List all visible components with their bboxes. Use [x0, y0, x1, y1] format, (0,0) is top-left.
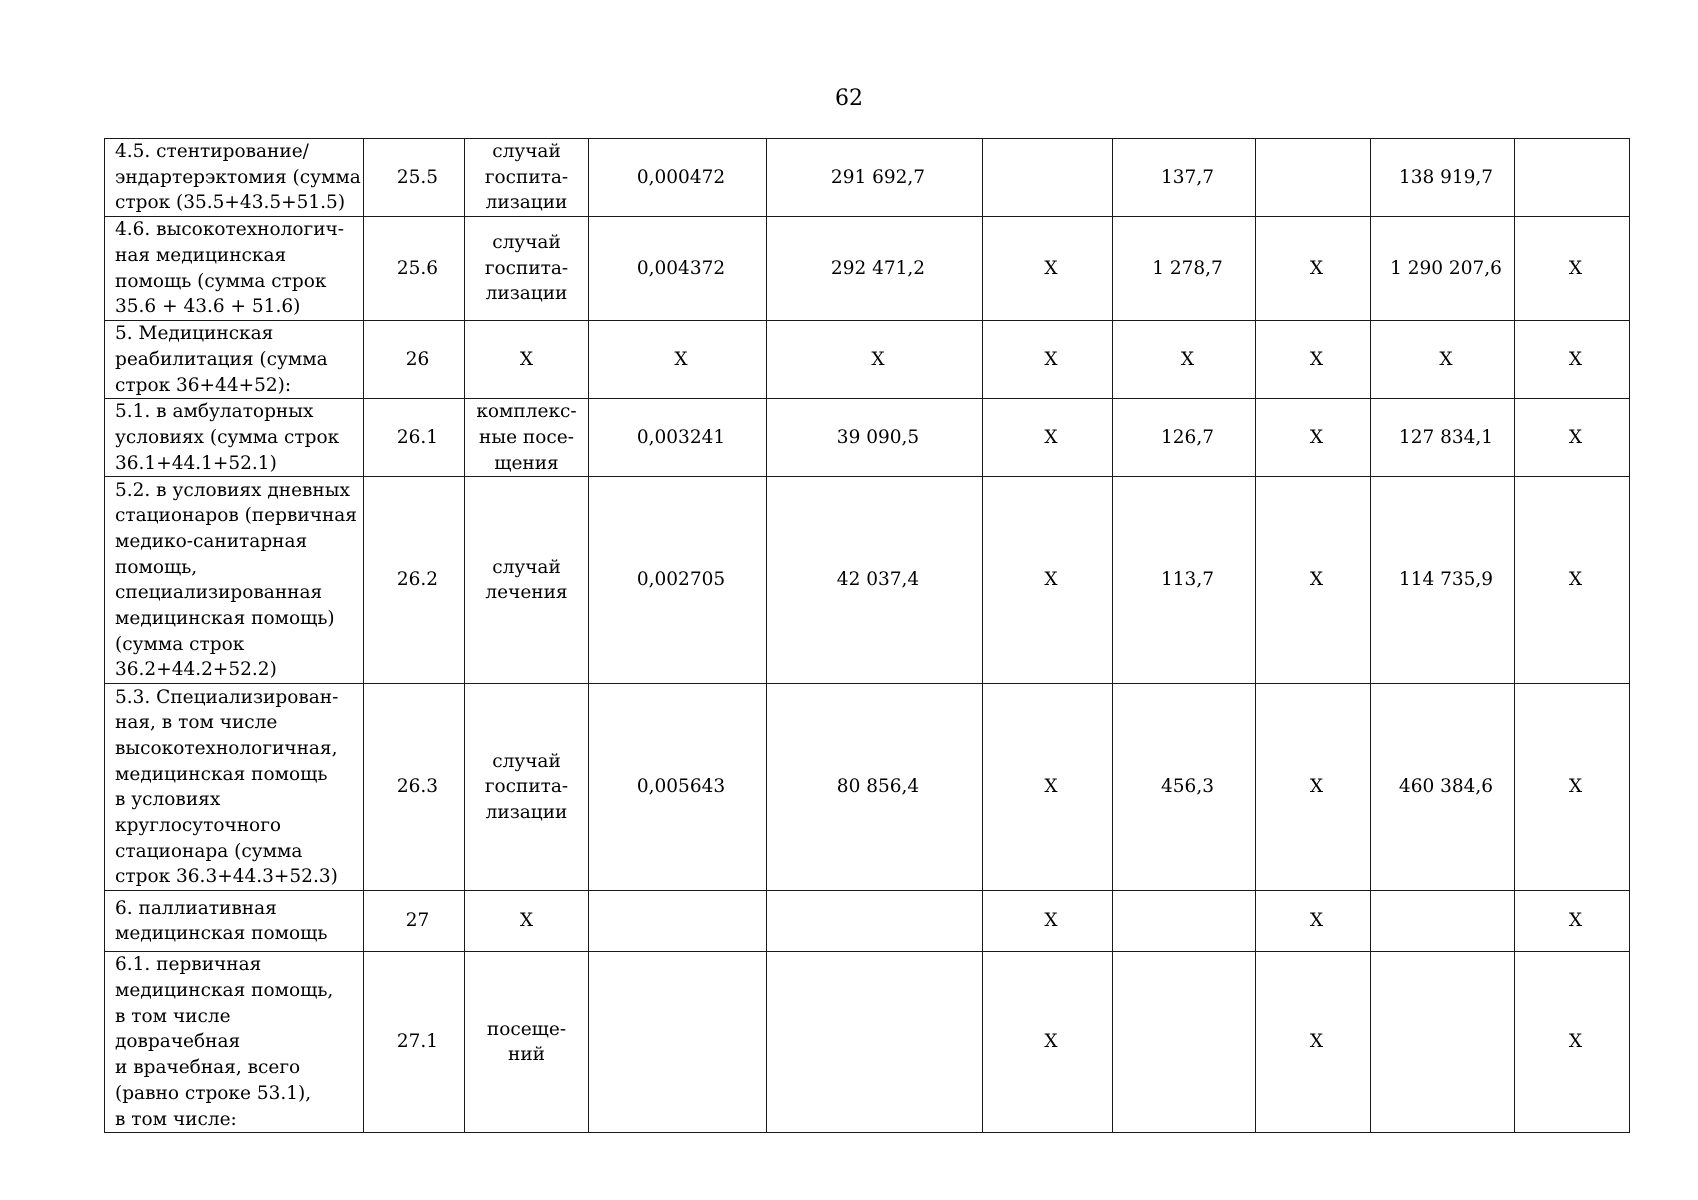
row-volume-norm-text: 0,004372	[636, 257, 726, 279]
row-line-number-cell	[364, 684, 465, 891]
row-volume-norm-cell	[589, 952, 767, 1133]
row-percent-cell	[1515, 139, 1630, 217]
row-name-text: 5. Медицинская реабилитация (сумма строк 36+44+52):	[115, 323, 328, 396]
row-line-number-cell	[364, 399, 465, 477]
row-oms-per-capita-text: 1 278,7	[1152, 257, 1223, 279]
row-budget-per-capita-cell	[983, 952, 1113, 1133]
row-oms-per-capita-cell	[1113, 321, 1256, 399]
row-volume-norm-cell	[589, 891, 767, 952]
row-name-cell	[105, 477, 364, 684]
row-budget-total-text: Х	[1309, 348, 1324, 370]
table-row	[105, 139, 1630, 217]
row-line-number-cell	[364, 952, 465, 1133]
row-name-text: 5.2. в условиях дневных стационаров (первичная медико-санитарная помощь, специализированная медицинская помощь) (сумма строк 36.2+44.2+52.2)	[115, 479, 357, 681]
row-percent-text: Х	[1568, 776, 1583, 798]
row-line-number-cell	[364, 321, 465, 399]
row-percent-text: Х	[1568, 257, 1583, 279]
row-unit-text: случай госпита- лизации	[484, 232, 569, 305]
row-budget-per-capita-text: Х	[1044, 569, 1058, 591]
row-cost-norm-cell	[767, 952, 983, 1133]
row-oms-total-text: 114 735,9	[1398, 569, 1494, 591]
table-row	[105, 217, 1630, 321]
row-cost-norm-text: 80 856,4	[836, 776, 920, 798]
row-oms-per-capita-text: 126,7	[1161, 426, 1214, 448]
row-unit-cell	[465, 399, 589, 477]
row-unit-text: случай лечения	[485, 556, 568, 604]
row-percent-text: Х	[1568, 569, 1583, 591]
row-oms-per-capita-cell	[1113, 139, 1256, 217]
table-row	[105, 477, 1630, 684]
row-oms-total-cell	[1371, 399, 1515, 477]
row-budget-total-text: Х	[1309, 569, 1324, 591]
row-cost-norm-cell	[767, 477, 983, 684]
table-row	[105, 952, 1630, 1133]
row-volume-norm-cell	[589, 321, 767, 399]
row-volume-norm-cell	[589, 217, 767, 321]
table-row	[105, 399, 1630, 477]
row-percent-cell	[1515, 891, 1630, 952]
row-percent-text: Х	[1568, 348, 1583, 370]
row-budget-total-text: Х	[1309, 776, 1324, 798]
row-volume-norm-text: 0,002705	[636, 569, 726, 591]
row-budget-total-cell	[1256, 321, 1371, 399]
row-line-number-text: 27.1	[396, 1031, 439, 1053]
row-unit-cell	[465, 684, 589, 891]
row-percent-text: Х	[1568, 426, 1583, 448]
row-name-text: 4.5. стентирование/ эндартерэктомия (сумма строк (35.5+43.5+51.5)	[115, 141, 361, 214]
row-oms-per-capita-text: 137,7	[1161, 166, 1214, 188]
row-unit-text: Х	[519, 910, 534, 932]
row-percent-cell	[1515, 952, 1630, 1133]
row-budget-total-cell	[1256, 477, 1371, 684]
row-oms-per-capita-cell	[1113, 217, 1256, 321]
row-name-cell	[105, 139, 364, 217]
row-oms-total-text: 127 834,1	[1398, 426, 1494, 448]
row-budget-per-capita-cell	[983, 321, 1113, 399]
table-row	[105, 891, 1630, 952]
row-percent-text: Х	[1568, 1031, 1583, 1053]
row-volume-norm-text: Х	[674, 348, 688, 370]
row-budget-per-capita-cell	[983, 477, 1113, 684]
row-name-text: 6.1. первичная медицинская помощь, в том числе доврачебная и врачебная, всего (равно строке 53.1), в том числе:	[115, 954, 334, 1130]
row-unit-text: комплекс- ные посе- щения	[476, 401, 577, 474]
row-oms-total-cell	[1371, 684, 1515, 891]
row-line-number-text: 26.2	[396, 569, 439, 591]
row-oms-total-text: 1 290 207,6	[1390, 257, 1502, 279]
row-line-number-cell	[364, 891, 465, 952]
row-line-number-text: 26	[405, 348, 430, 370]
row-cost-norm-cell	[767, 399, 983, 477]
row-line-number-text: 26.3	[396, 776, 439, 798]
row-percent-cell	[1515, 477, 1630, 684]
row-name-cell	[105, 684, 364, 891]
row-name-text: 6. паллиативная медицинская помощь	[115, 897, 328, 945]
data-table	[104, 138, 1630, 1133]
row-volume-norm-text: 0,000472	[636, 166, 726, 188]
row-volume-norm-cell	[589, 684, 767, 891]
row-budget-total-cell	[1256, 891, 1371, 952]
row-budget-total-text: Х	[1309, 426, 1324, 448]
row-oms-per-capita-cell	[1113, 891, 1256, 952]
row-percent-cell	[1515, 399, 1630, 477]
row-budget-per-capita-text: Х	[1044, 910, 1058, 932]
row-name-cell	[105, 399, 364, 477]
row-oms-per-capita-cell	[1113, 477, 1256, 684]
row-budget-per-capita-text: Х	[1044, 257, 1058, 279]
row-unit-text: посеще- ний	[486, 1018, 567, 1066]
row-budget-per-capita-text: Х	[1044, 1031, 1058, 1053]
page-number: 62	[835, 86, 863, 111]
row-budget-per-capita-cell	[983, 399, 1113, 477]
row-volume-norm-cell	[589, 477, 767, 684]
row-volume-norm-text: 0,003241	[636, 426, 726, 448]
row-oms-total-cell	[1371, 891, 1515, 952]
row-oms-total-text: Х	[1439, 348, 1453, 370]
row-budget-per-capita-cell	[983, 217, 1113, 321]
row-cost-norm-cell	[767, 139, 983, 217]
row-line-number-text: 25.6	[396, 257, 439, 279]
row-cost-norm-text: 39 090,5	[836, 426, 920, 448]
row-budget-total-cell	[1256, 217, 1371, 321]
row-oms-total-text: 138 919,7	[1398, 166, 1494, 188]
row-budget-total-text: Х	[1309, 257, 1324, 279]
row-name-cell	[105, 321, 364, 399]
row-cost-norm-cell	[767, 217, 983, 321]
row-line-number-cell	[364, 139, 465, 217]
row-cost-norm-text: 42 037,4	[836, 569, 920, 591]
row-name-text: 4.6. высокотехнологич- ная медицинская помощь (сумма строк 35.6 + 43.6 + 51.6)	[115, 219, 345, 318]
row-oms-per-capita-cell	[1113, 952, 1256, 1133]
table-row	[105, 321, 1630, 399]
row-oms-per-capita-text: 113,7	[1161, 569, 1214, 591]
row-percent-cell	[1515, 217, 1630, 321]
row-budget-per-capita-text: Х	[1044, 776, 1058, 798]
row-unit-cell	[465, 321, 589, 399]
row-budget-total-cell	[1256, 952, 1371, 1133]
row-budget-total-text: Х	[1309, 910, 1324, 932]
row-budget-total-cell	[1256, 139, 1371, 217]
row-unit-cell	[465, 891, 589, 952]
row-volume-norm-cell	[589, 399, 767, 477]
row-budget-per-capita-text: Х	[1044, 426, 1058, 448]
row-volume-norm-text: 0,005643	[636, 776, 726, 798]
row-line-number-cell	[364, 477, 465, 684]
row-name-text: 5.3. Специализирован- ная, в том числе высокотехнологичная, медицинская помощь в условиях круглосуточного стационара (сумма строк 36.3+44.3+52.3)	[115, 686, 339, 888]
row-budget-total-cell	[1256, 684, 1371, 891]
row-name-cell	[105, 952, 364, 1133]
row-cost-norm-text: Х	[871, 348, 885, 370]
row-cost-norm-cell	[767, 891, 983, 952]
table-body	[105, 139, 1630, 1133]
row-line-number-text: 26.1	[396, 426, 439, 448]
row-budget-per-capita-cell	[983, 139, 1113, 217]
row-percent-text: Х	[1568, 910, 1583, 932]
row-budget-total-cell	[1256, 399, 1371, 477]
row-percent-cell	[1515, 321, 1630, 399]
row-unit-cell	[465, 139, 589, 217]
row-name-cell	[105, 217, 364, 321]
row-line-number-text: 25.5	[396, 166, 439, 188]
row-oms-total-text: 460 384,6	[1398, 776, 1494, 798]
row-oms-total-cell	[1371, 952, 1515, 1133]
row-unit-text: случай госпита- лизации	[484, 750, 569, 824]
row-unit-cell	[465, 477, 589, 684]
row-unit-cell	[465, 217, 589, 321]
row-cost-norm-cell	[767, 684, 983, 891]
row-name-text: 5.1. в амбулаторных условиях (сумма строк 36.1+44.1+52.1)	[115, 401, 340, 474]
row-budget-per-capita-cell	[983, 891, 1113, 952]
row-oms-per-capita-cell	[1113, 399, 1256, 477]
row-cost-norm-cell	[767, 321, 983, 399]
row-budget-total-text: Х	[1309, 1031, 1324, 1053]
row-oms-per-capita-cell	[1113, 684, 1256, 891]
row-line-number-text: 27	[405, 910, 430, 932]
row-unit-text: случай госпита- лизации	[484, 141, 569, 214]
row-oms-total-cell	[1371, 139, 1515, 217]
row-oms-total-cell	[1371, 477, 1515, 684]
row-volume-norm-cell	[589, 139, 767, 217]
row-budget-per-capita-cell	[983, 684, 1113, 891]
row-unit-cell	[465, 952, 589, 1133]
row-oms-per-capita-text: Х	[1180, 348, 1195, 370]
row-unit-text: Х	[519, 348, 534, 370]
row-cost-norm-text: 292 471,2	[830, 257, 926, 279]
row-line-number-cell	[364, 217, 465, 321]
row-budget-per-capita-text: Х	[1044, 348, 1058, 370]
row-oms-total-cell	[1371, 217, 1515, 321]
row-name-cell	[105, 891, 364, 952]
row-percent-cell	[1515, 684, 1630, 891]
row-cost-norm-text: 291 692,7	[830, 166, 926, 188]
table-row	[105, 684, 1630, 891]
row-oms-per-capita-text: 456,3	[1161, 776, 1214, 798]
row-oms-total-cell	[1371, 321, 1515, 399]
